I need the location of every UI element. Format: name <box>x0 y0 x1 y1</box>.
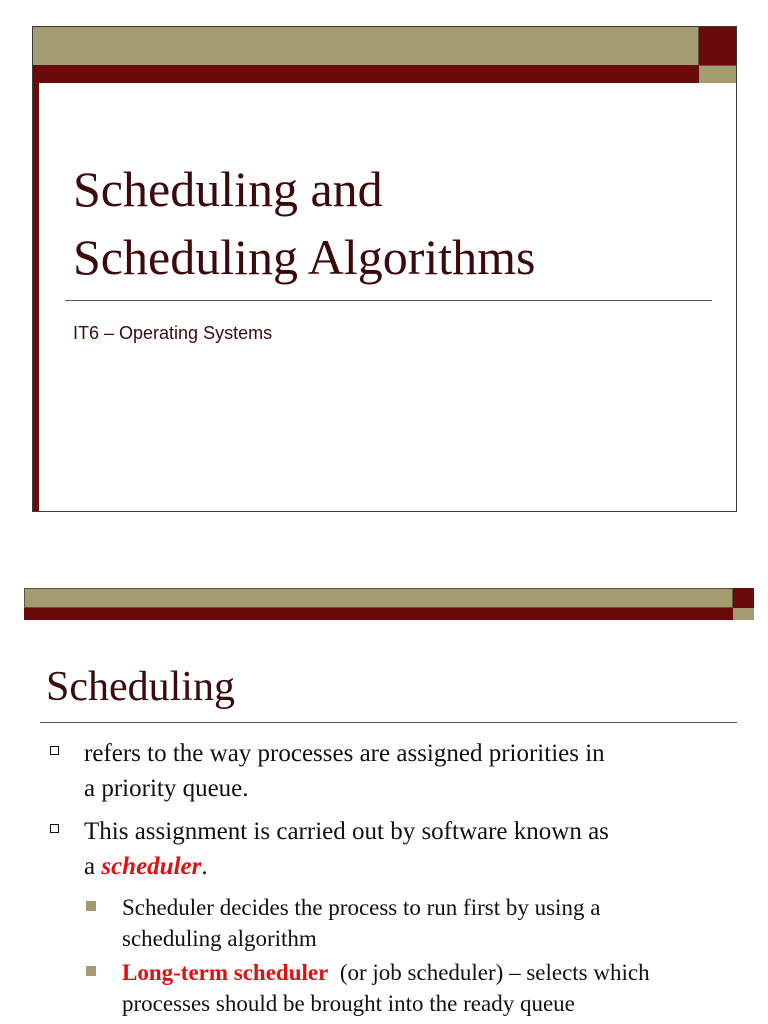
title-divider <box>65 300 712 301</box>
sub-bullet-item <box>86 892 716 954</box>
sub-bullet-text-line1 <box>122 957 716 988</box>
hollow-square-bullet-icon <box>50 746 59 755</box>
olive-square-bullet-icon <box>86 901 96 911</box>
title-slide <box>32 26 737 512</box>
header-maroon-band <box>33 65 699 83</box>
left-accent-strip <box>33 83 39 512</box>
sub-bullet-text-line2: processes should be brought into the ready queue <box>122 991 575 1016</box>
header-olive-band <box>33 27 699 65</box>
content-slide <box>24 588 754 1024</box>
header-olive-square <box>699 65 737 83</box>
sub-bullet-text-rest: (or job scheduler) – selects which <box>328 960 650 985</box>
bullet-text-line1: refers to the way processes are assigned priorities in <box>84 740 605 767</box>
bullet-text-line2: a priority queue. <box>84 775 249 802</box>
slide-title: Scheduling <box>46 664 235 710</box>
bullet-item <box>50 736 710 806</box>
slide-title <box>73 155 713 291</box>
header-olive-band <box>24 588 733 608</box>
sub-bullet-text-line2: scheduling algorithm <box>122 926 317 951</box>
header-maroon-square <box>699 27 737 65</box>
hollow-square-bullet-icon <box>50 824 59 833</box>
header-maroon-band <box>24 608 733 620</box>
title-divider <box>40 722 737 723</box>
slide-title-line2: Scheduling Algorithms <box>73 229 536 285</box>
bullet-text-suffix: . <box>201 853 208 880</box>
header-maroon-square <box>733 588 754 608</box>
olive-square-bullet-icon <box>86 966 96 976</box>
bullet-text-line2 <box>84 849 710 884</box>
header-olive-square <box>733 608 754 620</box>
long-term-scheduler-emphasis: Long-term scheduler <box>122 960 329 985</box>
sub-bullet-item <box>86 957 716 1019</box>
slide-title-line1: Scheduling and <box>73 161 383 217</box>
bullet-item <box>50 814 710 884</box>
scheduler-emphasis: scheduler <box>101 853 202 880</box>
bullet-text-line1: This assignment is carried out by software known as <box>84 818 609 845</box>
bullet-text-prefix: a <box>84 853 102 880</box>
slide-subtitle: IT6 – Operating Systems <box>73 323 273 343</box>
sub-bullet-text-line1: Scheduler decides the process to run first by using a <box>122 895 601 920</box>
